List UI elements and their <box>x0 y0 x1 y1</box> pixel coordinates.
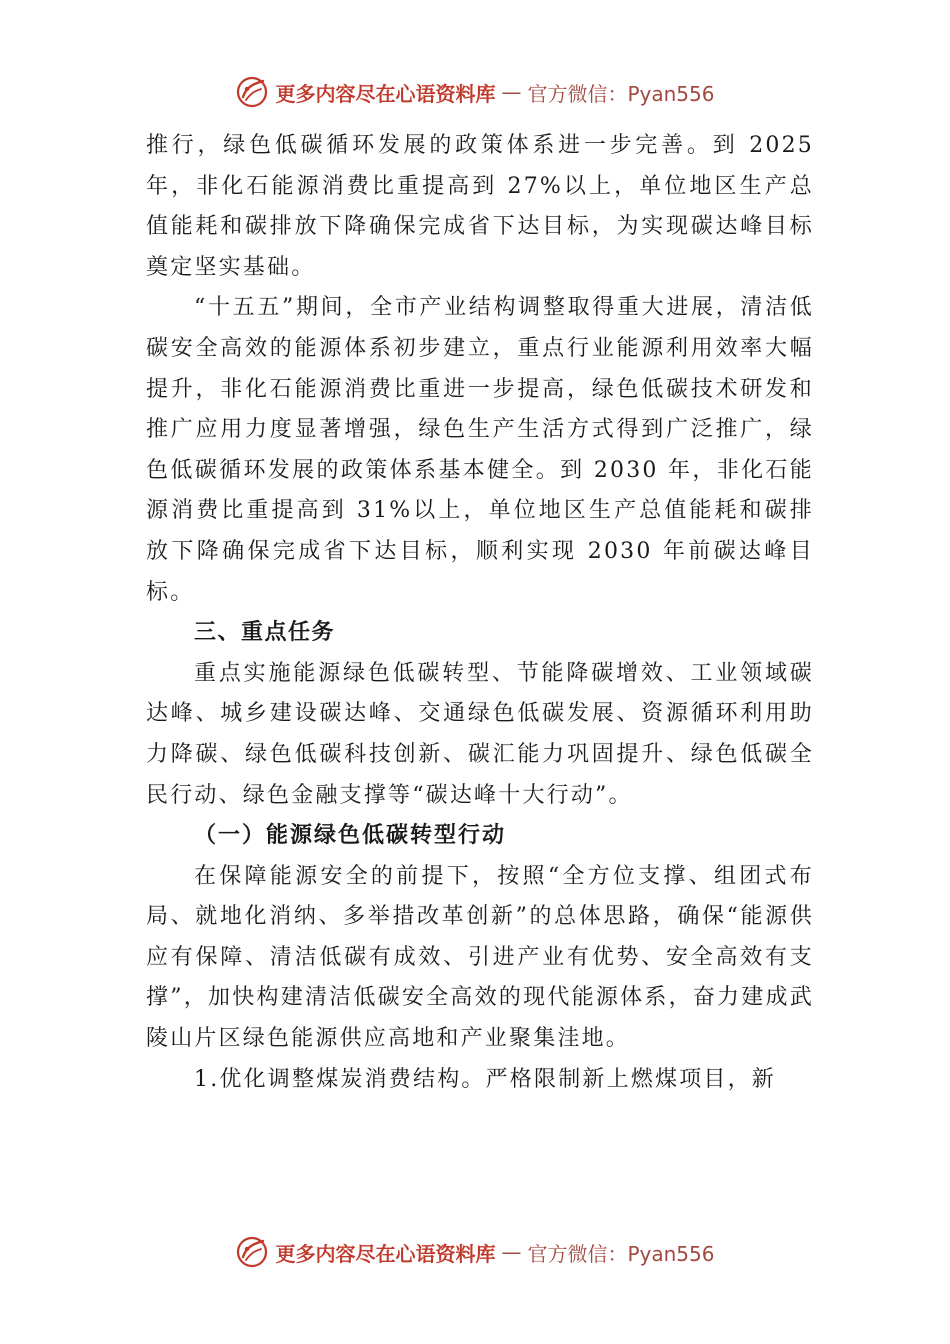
paragraph-targets-2025: 推行，绿色低碳循环发展的政策体系进一步完善。到 2025 年，非化石能源消费比重提高到 27%以上，单位地区生产总值能耗和碳排放下降确保完成省下达目标，为实现碳达峰目标奠定坚实基础。 <box>146 133 814 280</box>
document-body <box>146 126 814 1100</box>
brand-logo-icon <box>235 1235 269 1269</box>
header-watermark <box>0 72 950 112</box>
footer-watermark <box>0 1232 950 1272</box>
watermark-contact: 官方微信：Pyan556 <box>527 1241 715 1266</box>
paragraph-energy-security: 在保障能源安全的前提下，按照“全方位支撑、组团式布局、就地化消纳、多举措改革创新”的总体思路，确保“能源供应有保障、清洁低碳有成效、引进产业有优势、安全高效有支撑”，加快构建清洁低碳安全高效的现代能源体系，奋力建成武陵山片区绿色能源供应高地和产业聚集洼地。 <box>146 863 814 1052</box>
watermark-brand: 更多内容尽在心语资料库 <box>275 81 496 106</box>
watermark-contact: 官方微信：Pyan556 <box>527 81 715 106</box>
brand-logo-icon <box>235 75 269 109</box>
paragraph-key-tasks-summary: 重点实施能源绿色低碳转型、节能降碳增效、工业领域碳达峰、城乡建设碳达峰、交通绿色低碳发展、资源循环利用助力降碳、绿色低碳科技创新、碳汇能力巩固提升、绿色低碳全民行动、绿色金融支撑等“碳达峰十大行动”。 <box>146 660 814 808</box>
watermark-separator: — <box>501 80 522 104</box>
paragraph-15th-five-year: “十五五”期间，全市产业结构调整取得重大进展，清洁低碳安全高效的能源体系初步建立，重点行业能源利用效率大幅提升，非化石能源消费比重进一步提高，绿色低碳技术研发和推广应用力度显著增强，绿色生产生活方式得到广泛推广，绿色低碳循环发展的政策体系基本健全。到 2030 年，非化石能源消费比重提高到 31%以上，单位地区生产总值能耗和碳排放下降确保完成省下达目标，顺利实现 2030 年前碳达峰目标。 <box>146 295 814 605</box>
watermark-separator: — <box>501 1240 522 1264</box>
watermark-brand: 更多内容尽在心语资料库 <box>275 1241 496 1266</box>
paragraph-coal-consumption: 1.优化调整煤炭消费结构。严格限制新上燃煤项目，新 <box>194 1066 776 1092</box>
section-heading-key-tasks: 三、重点任务 <box>194 620 336 646</box>
subsection-heading-energy-transition: （一）能源绿色低碳转型行动 <box>194 823 507 849</box>
